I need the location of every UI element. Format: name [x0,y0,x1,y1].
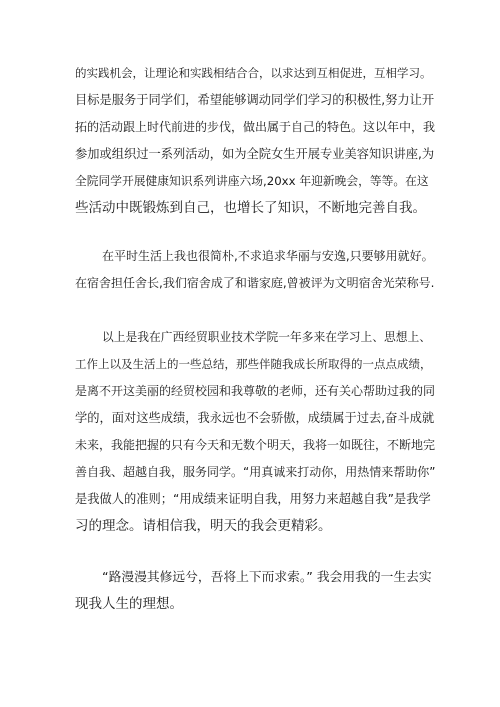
text-line: 以上是我在广西经贸职业技术学院一年多来在学习上、思想上、 [102,330,431,344]
text-line: “路漫漫其修远兮，吾将上下而求索。” 我会用我的一生去实 [102,570,432,585]
text-line: 是我做人的准则；“用成绩来证明自我，用努力来超越自我”是我学 [75,492,431,506]
text-line: 的实践机会，让理论和实践相结合合，以求达到互相促进，互相学习。 [75,66,432,80]
text-line: 些活动中既锻炼到自己，也增长了知识，不断地完善自我。 [75,200,426,216]
paragraph-closing-quote [75,564,435,618]
text-line: 工作上以及生活上的一些总结，那些伴随我成长所取得的一点点成绩， [75,357,432,371]
text-line: 未来，我能把握的只有今天和无数个明天，我将一如既往，不断地完 [75,438,436,452]
text-line: 目标是服务于同学们，希望能够调动同学们学习的积极性,努力让开 [75,93,435,107]
text-line: 在宿舍担任舍长,我们宿舍成了和谐家庭,曾被评为文明宿舍光荣称号. [75,276,435,290]
paragraph-practice-activities [75,60,435,222]
text-line: 现我人生的理想。 [75,596,183,612]
text-line: 在平时生活上我也很简朴,不求追求华丽与安逸,只要够用就好。 [102,249,434,263]
text-line: 拓的活动跟上时代前进的步伐，做出属于自己的特色。这以年中，我 [75,120,436,134]
paragraph-daily-life [75,243,435,297]
text-line: 参加或组织过一系列活动，如为全院女生开展专业美容知识讲座,为 [75,147,435,161]
text-line: 是离不开这美丽的经贸校园和我尊敬的老师，还有关心帮助过我的同 [75,384,436,398]
text-line: 全院同学开展健康知识系列讲座六场,20xx 年迎新晚会，等等。在这 [75,174,429,188]
text-line: 习的理念。请相信我，明天的我会更精彩。 [75,518,332,534]
text-line: 学的，面对这些成绩，我永远也不会骄傲，成绩属于过去,奋斗成就 [75,411,435,425]
paragraph-summary [75,324,435,540]
text-line: 善自我、超越自我，服务同学。“用真诚来打动你，用热情来帮助你” [75,465,436,479]
